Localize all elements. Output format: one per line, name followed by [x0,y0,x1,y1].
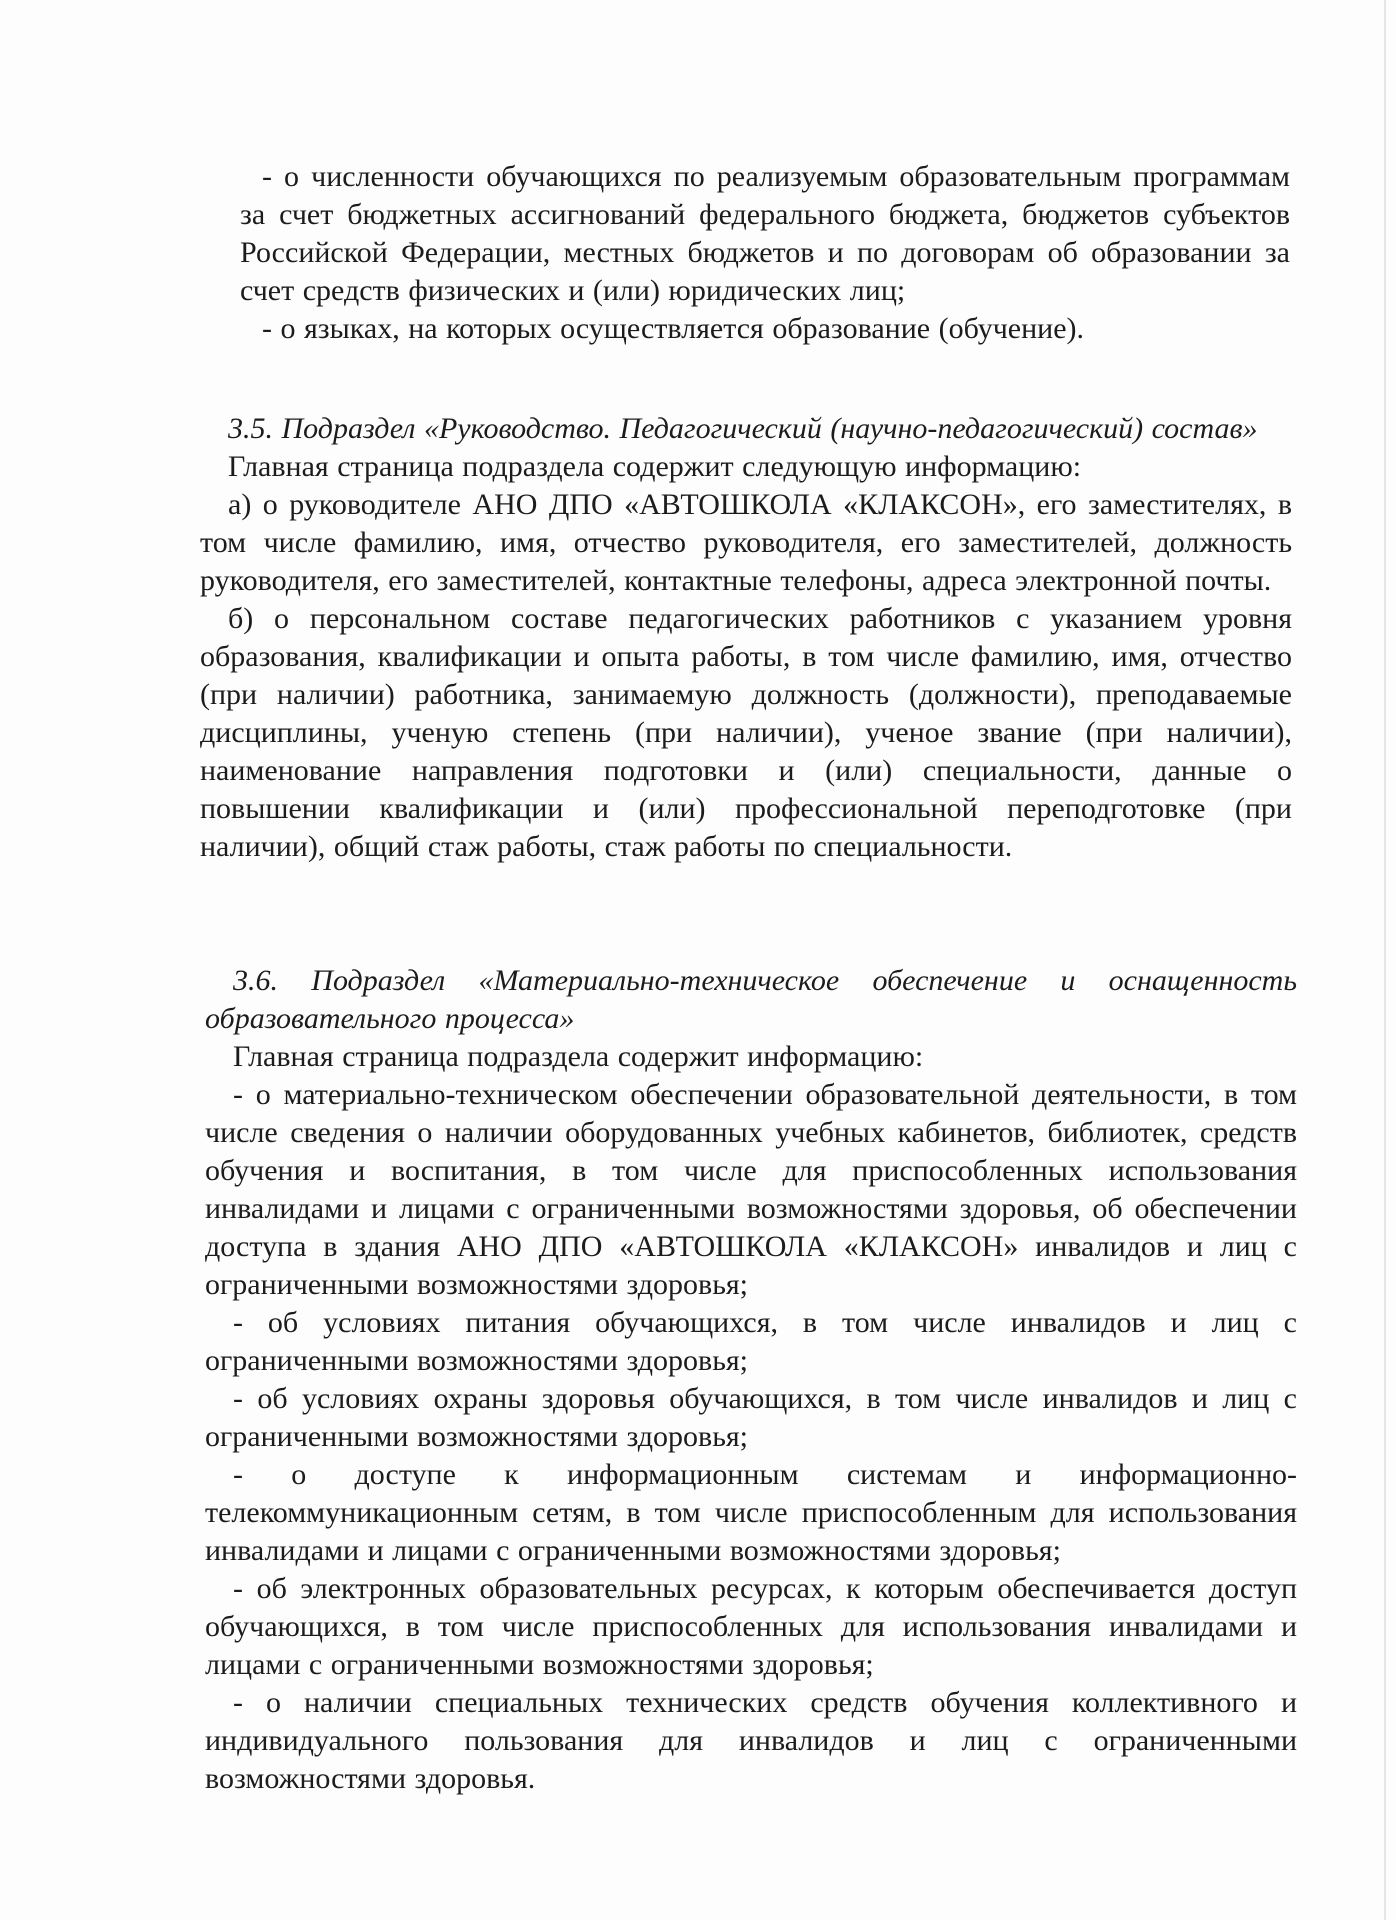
list-item-students-count: - о численности обучающихся по реализуемым образовательным программам за счет бюджетных ассигнований федерального бюджета, бюджетов субъектов Российской Федерации, местных бюджетов и по договорам об образовании за счет средств физических и (или) юридических лиц; [240,160,1290,307]
section-3-6-heading: 3.6. Подраздел «Материально-техническое обеспечение и оснащенность образовательного процесса» [205,964,1297,1035]
section-3-5 [200,410,1292,866]
section-3-5-item-b: б) о персональном составе педагогических работников с указанием уровня образования, квалификации и опыта работы, в том числе фамилию, имя, отчество (при наличии) работника, занимаемую должность (должности), преподаваемые дисциплины, ученую степень (при наличии), ученое звание (при наличии), наименование направления подготовки и (или) специальности, данные о повышении квалификации и (или) профессиональной переподготовке (при наличии), общий стаж работы, стаж работы по специальности. [200,602,1292,863]
section-3-6-item-networks: - о доступе к информационным системам и информационно-телекоммуникационным сетям, в том числе приспособленным для использования инвалидами и лицами с ограниченными возможностями здоровья; [205,1458,1297,1567]
list-item-languages: - о языках, на которых осуществляется образование (обучение). [262,312,1085,345]
list-previous [240,158,1290,348]
section-3-6-intro: Главная страница подраздела содержит информацию: [233,1040,924,1073]
section-3-6-item-nutrition: - об условиях питания обучающихся, в том числе инвалидов и лиц с ограниченными возможностями здоровья; [205,1306,1297,1377]
section-3-5-intro: Главная страница подраздела содержит следующую информацию: [228,450,1082,483]
page-edge [1384,0,1386,1920]
section-3-6-item-technical-means: - о наличии специальных технических средств обучения коллективного и индивидуального пользования для инвалидов и лиц с ограниченными возможностями здоровья. [205,1686,1297,1795]
section-3-5-heading: 3.5. Подраздел «Руководство. Педагогический (научно-педагогический) состав» [228,412,1258,445]
section-3-6 [205,962,1297,1798]
section-3-6-item-e-resources: - об электронных образовательных ресурсах, к которым обеспечивается доступ обучающихся, в том числе приспособленных для использования инвалидами и лицами с ограниченными возможностями здоровья; [205,1572,1297,1681]
section-3-5-item-a: а) о руководителе АНО ДПО «АВТОШКОЛА «КЛАКСОН», его заместителях, в том числе фамилию, имя, отчество руководителя, его заместителей, должность руководителя, его заместителей, контактные телефоны, адреса электронной почты. [200,488,1292,597]
section-3-6-item-equipment: - о материально-техническом обеспечении образовательной деятельности, в том числе сведения о наличии оборудованных учебных кабинетов, библиотек, средств обучения и воспитания, в том числе для приспособленных использования инвалидами и лицами с ограниченными возможностями здоровья, об обеспечении доступа в здания АНО ДПО «АВТОШКОЛА «КЛАКСОН» инвалидов и лиц с ограниченными возможностями здоровья; [205,1078,1297,1301]
section-3-6-item-health: - об условиях охраны здоровья обучающихся, в том числе инвалидов и лиц с ограниченными возможностями здоровья; [205,1382,1297,1453]
